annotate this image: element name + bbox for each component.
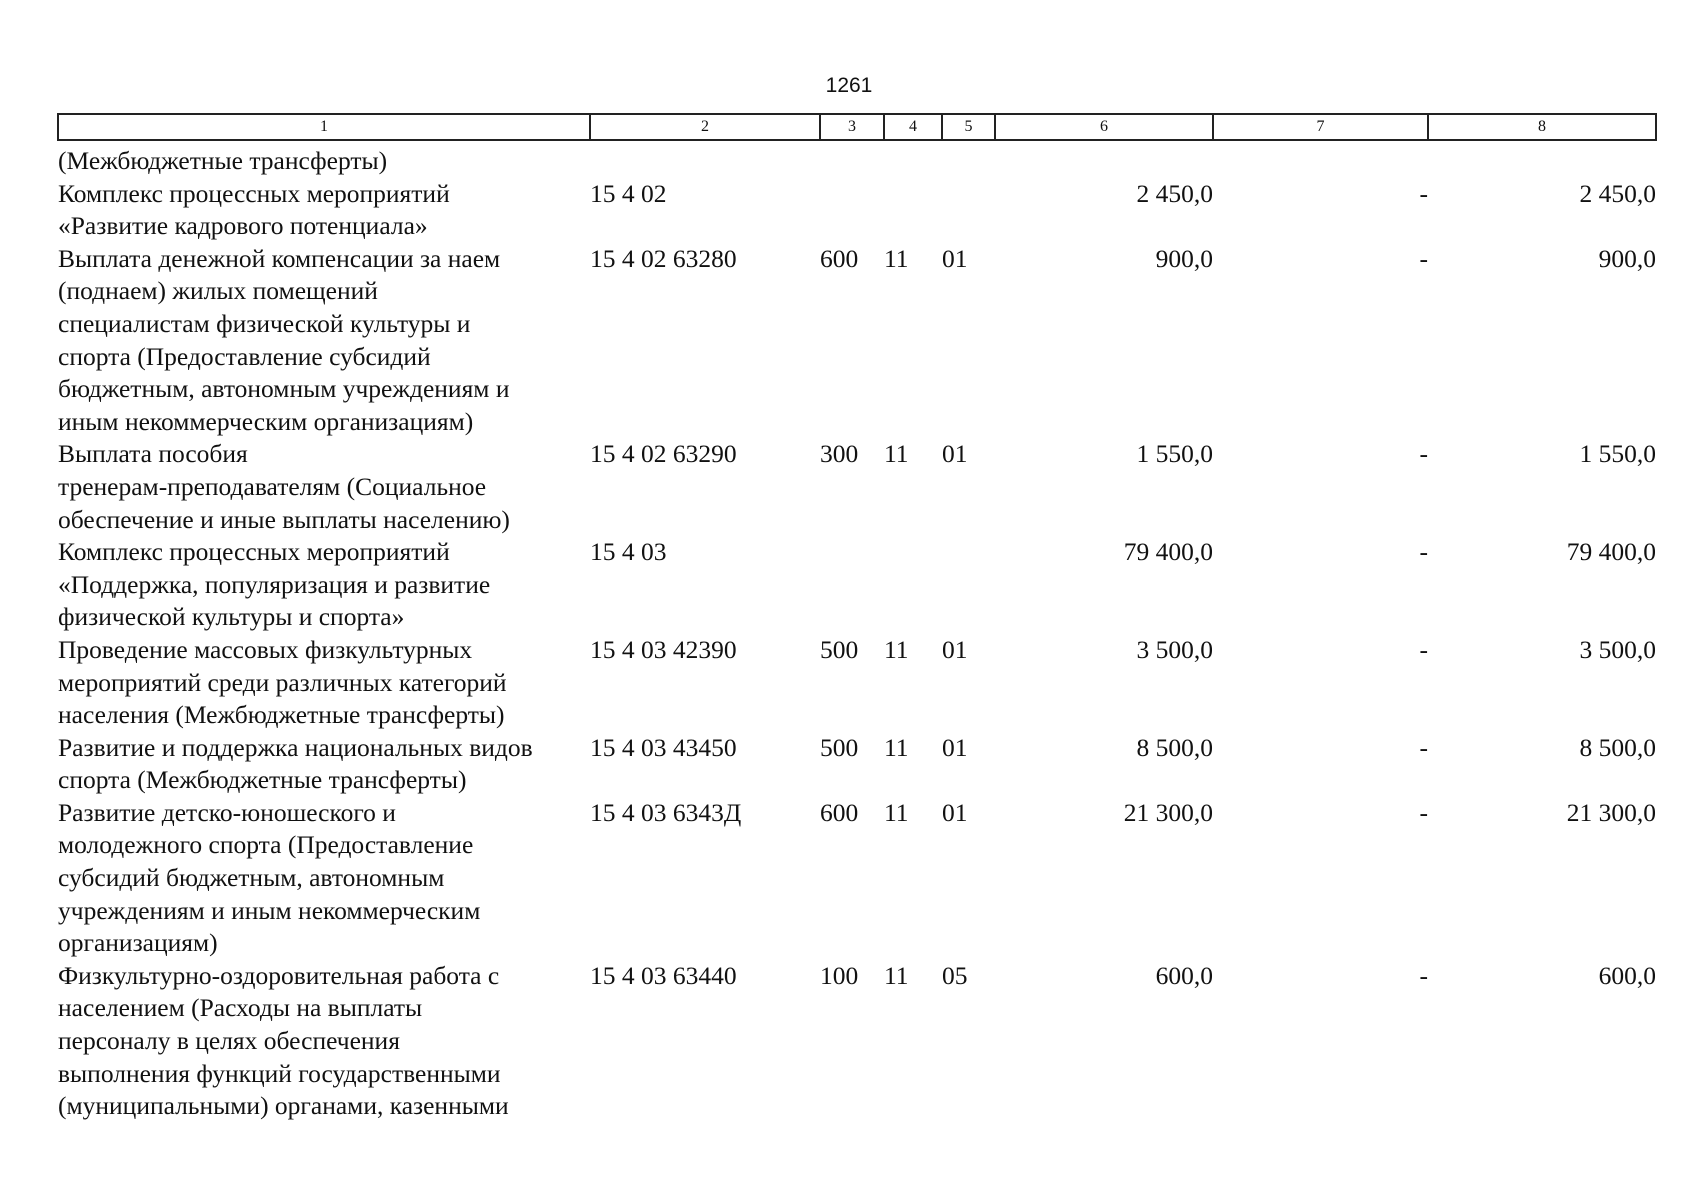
row-expense-type: 600 [820, 797, 859, 827]
row-subsection: 01 [942, 243, 968, 273]
row-name-line: (муниципальными) органами, казенными [58, 1091, 509, 1121]
table-row [58, 243, 1656, 439]
table-row [58, 178, 1656, 243]
row-name-line: населением (Расходы на выплаты [58, 993, 423, 1023]
table-row [58, 145, 1656, 178]
table-row [58, 536, 1656, 634]
row-amount-8 [1428, 145, 1656, 178]
row-name-line: спорта (Предоставление субсидий [58, 341, 431, 371]
row-section [884, 178, 942, 243]
row-amount-7: - [1419, 634, 1428, 664]
row-name-line: Физкультурно-оздоровительная работа с [58, 960, 500, 990]
row-name-line: населения (Межбюджетные трансферты) [58, 700, 505, 730]
row-name-line: специалистам физической культуры и [58, 308, 471, 338]
row-name [58, 797, 590, 960]
column-header-1: 1 [58, 114, 590, 140]
row-expense-type [820, 145, 884, 178]
row-code: 15 4 03 6343Д [590, 797, 742, 827]
row-name [58, 634, 590, 732]
row-name-line: Развитие и поддержка национальных видов [58, 732, 533, 762]
row-amount-6: 8 500,0 [1136, 732, 1213, 762]
row-name-line: Развитие детско-юношеского и [58, 797, 396, 827]
row-name-line: бюджетным, автономным учреждениям и [58, 374, 510, 404]
column-header-7: 7 [1213, 114, 1428, 140]
row-amount-8: 3 500,0 [1579, 634, 1656, 664]
row-name-line: «Развитие кадрового потенциала» [58, 211, 428, 241]
column-header-6: 6 [995, 114, 1213, 140]
row-expense-type: 100 [820, 960, 859, 990]
row-name-line: Комплекс процессных мероприятий [58, 178, 450, 208]
row-expense-type: 300 [820, 439, 859, 469]
row-subsection [942, 178, 995, 243]
row-name-line: спорта (Межбюджетные трансферты) [58, 765, 467, 795]
row-name-line: молодежного спорта (Предоставление [58, 830, 474, 860]
row-amount-7: - [1419, 732, 1428, 762]
column-header-row [58, 114, 1656, 140]
row-name-line: обеспечение и иные выплаты населению) [58, 504, 510, 534]
row-amount-6: 79 400,0 [1123, 537, 1213, 567]
row-subsection: 01 [942, 732, 968, 762]
row-name-line: Комплекс процессных мероприятий [58, 537, 450, 567]
row-amount-6: 2 450,0 [1136, 178, 1213, 208]
row-subsection: 01 [942, 634, 968, 664]
row-subsection: 01 [942, 797, 968, 827]
row-name-line: персоналу в целях обеспечения [58, 1026, 400, 1056]
row-name-line: мероприятий среди различных категорий [58, 667, 507, 697]
row-amount-8: 900,0 [1598, 243, 1656, 273]
row-section [884, 536, 942, 634]
table-row [58, 634, 1656, 732]
row-code: 15 4 03 42390 [590, 634, 737, 664]
row-section: 11 [884, 732, 909, 762]
row-expense-type: 500 [820, 634, 859, 664]
row-name-line: физической культуры и спорта» [58, 602, 405, 632]
row-expense-type: 500 [820, 732, 859, 762]
row-name-line: «Поддержка, популяризация и развитие [58, 569, 491, 599]
row-name-line: учреждениям и иным некоммерческим [58, 895, 481, 925]
row-amount-7: - [1419, 178, 1428, 208]
row-amount-6: 21 300,0 [1123, 797, 1213, 827]
row-name-line: выполнения функций государственными [58, 1058, 501, 1088]
row-name [58, 536, 590, 634]
row-amount-6: 900,0 [1155, 243, 1213, 273]
row-amount-8: 2 450,0 [1579, 178, 1656, 208]
row-section [884, 145, 942, 178]
row-name [58, 145, 590, 178]
row-amount-6: 3 500,0 [1136, 634, 1213, 664]
row-code: 15 4 03 [590, 537, 667, 567]
row-name-line: организациям) [58, 928, 218, 958]
row-code: 15 4 03 63440 [590, 960, 737, 990]
table-row [58, 438, 1656, 536]
row-name-line: субсидий бюджетным, автономным [58, 863, 445, 893]
row-name-line: Проведение массовых физкультурных [58, 634, 473, 664]
row-name-line: (Межбюджетные трансферты) [58, 146, 388, 175]
row-name [58, 732, 590, 797]
column-header-2: 2 [590, 114, 820, 140]
row-expense-type [820, 178, 884, 243]
row-subsection: 01 [942, 439, 968, 469]
table-row [58, 797, 1656, 960]
row-subsection: 05 [942, 960, 968, 990]
row-name-line: Выплата денежной компенсации за наем [58, 243, 501, 273]
column-header-3: 3 [820, 114, 884, 140]
row-amount-8: 21 300,0 [1566, 797, 1656, 827]
row-expense-type [820, 536, 884, 634]
row-amount-7: - [1419, 797, 1428, 827]
row-amount-8: 79 400,0 [1566, 537, 1656, 567]
column-header-5: 5 [942, 114, 995, 140]
row-amount-7: - [1419, 537, 1428, 567]
row-section: 11 [884, 439, 909, 469]
row-amount-8: 1 550,0 [1579, 439, 1656, 469]
row-name-line: Выплата пособия [58, 439, 248, 469]
row-amount-7: - [1419, 243, 1428, 273]
row-name [58, 438, 590, 536]
row-section: 11 [884, 797, 909, 827]
column-header-8: 8 [1428, 114, 1656, 140]
row-code [590, 145, 820, 178]
row-section: 11 [884, 243, 909, 273]
row-amount-8: 600,0 [1598, 960, 1656, 990]
row-code: 15 4 02 [590, 178, 667, 208]
row-amount-6: 1 550,0 [1136, 439, 1213, 469]
row-code: 15 4 02 63280 [590, 243, 737, 273]
row-amount-8: 8 500,0 [1579, 732, 1656, 762]
row-amount-7: - [1419, 960, 1428, 990]
row-name [58, 960, 590, 1123]
row-section: 11 [884, 634, 909, 664]
row-name-line: иным некоммерческим организациям) [58, 406, 474, 436]
row-code: 15 4 02 63290 [590, 439, 737, 469]
table-row [58, 732, 1656, 797]
row-expense-type: 600 [820, 243, 859, 273]
row-name [58, 243, 590, 439]
row-name [58, 178, 590, 243]
row-name-line: (поднаем) жилых помещений [58, 276, 378, 306]
row-section: 11 [884, 960, 909, 990]
budget-table [57, 113, 1657, 1123]
column-header-4: 4 [884, 114, 942, 140]
row-subsection [942, 536, 995, 634]
table-row [58, 960, 1656, 1123]
row-subsection [942, 145, 995, 178]
row-amount-6: 600,0 [1155, 960, 1213, 990]
table-body [58, 140, 1656, 1123]
row-amount-6 [995, 145, 1213, 178]
page-number: 1261 [825, 74, 873, 97]
row-code: 15 4 03 43450 [590, 732, 737, 762]
row-amount-7: - [1419, 439, 1428, 469]
row-name-line: тренерам-преподавателям (Социальное [58, 471, 487, 501]
row-amount-7 [1213, 145, 1428, 178]
